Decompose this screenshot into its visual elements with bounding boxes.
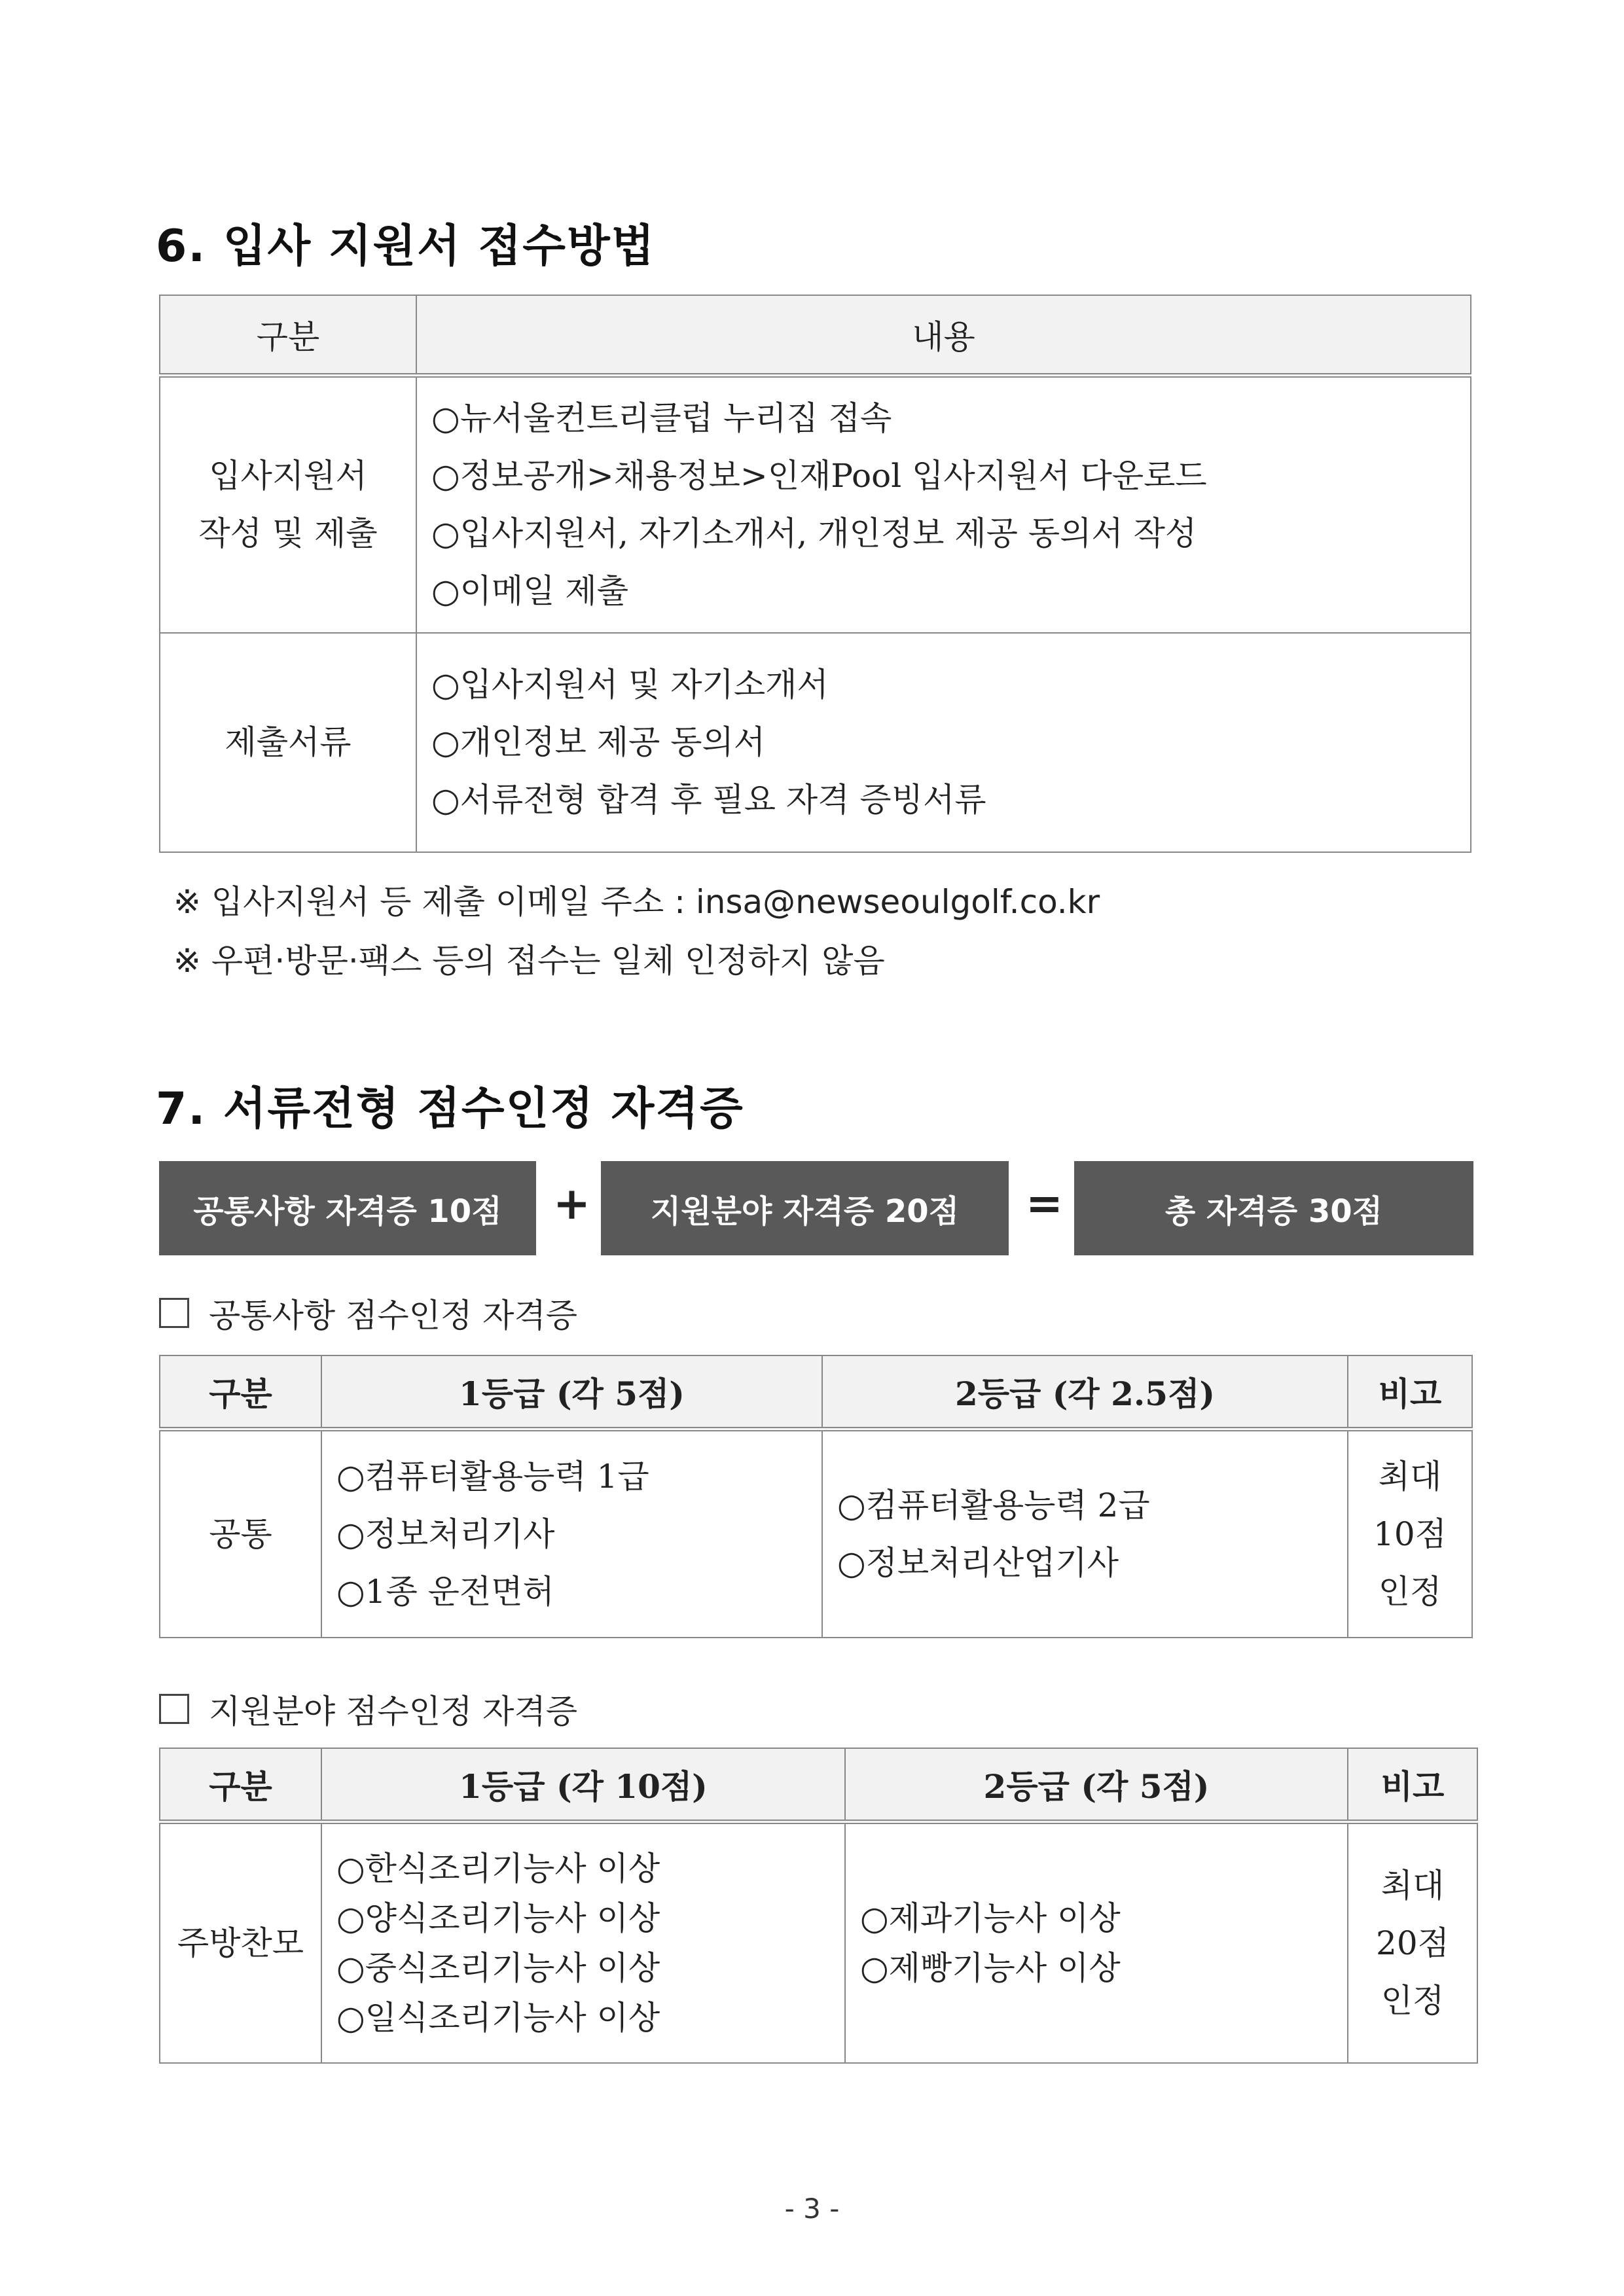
grade1-items	[321, 1822, 845, 2063]
header-grade1: 1등급 (각 5점)	[321, 1355, 822, 1429]
grade1-items	[321, 1429, 822, 1638]
common-cert-table	[159, 1355, 1473, 1638]
list-item: ○정보처리산업기사	[837, 1543, 1119, 1582]
list-item: ○제빵기능사 이상	[860, 1948, 1121, 1987]
header-content: 내용	[416, 295, 1471, 376]
grade2-items	[822, 1429, 1348, 1638]
header-grade1: 1등급 (각 10점)	[321, 1748, 845, 1822]
grade2-items	[845, 1822, 1348, 2063]
row-category: 제출서류	[160, 633, 416, 852]
header-grade2: 2등급 (각 2.5점)	[822, 1355, 1348, 1429]
field-cert-table	[159, 1748, 1478, 2064]
header-category: 구분	[160, 295, 416, 376]
row-items	[416, 633, 1471, 852]
list-item: ○정보처리기사	[336, 1515, 555, 1553]
list-item: ○1종 운전면허	[336, 1572, 554, 1611]
table-row	[160, 633, 1471, 852]
row-category: 주방찬모	[160, 1822, 321, 2063]
total-points-box: 총 자격증 30점	[1074, 1161, 1473, 1255]
note-email: ※ 입사지원서 등 제출 이메일 주소 : insa@newseoulgolf.co.kr	[173, 883, 1100, 921]
list-item: ○입사지원서, 자기소개서, 개인정보 제공 동의서 작성	[431, 514, 1197, 553]
row-category: 입사지원서 작성 및 제출	[160, 376, 416, 633]
page-number: - 3 -	[784, 2193, 840, 2225]
equals-sign: =	[1026, 1178, 1063, 1230]
list-item: ○양식조리기능사 이상	[336, 1899, 660, 1937]
list-item: ○제과기능사 이상	[860, 1899, 1121, 1937]
checkbox-icon	[159, 1694, 189, 1724]
row-category: 공통	[160, 1429, 321, 1638]
checkbox-icon	[159, 1298, 189, 1328]
list-item: ○중식조리기능사 이상	[336, 1948, 660, 1987]
list-item: ○서류전형 합격 후 필요 자격 증빙서류	[431, 781, 986, 819]
row-items	[416, 376, 1471, 633]
list-item: ○입사지원서 및 자기소개서	[431, 666, 829, 704]
list-item: ○컴퓨터활용능력 1급	[336, 1457, 649, 1496]
header-category: 구분	[160, 1355, 321, 1429]
section-6-title: 6. 입사 지원서 접수방법	[156, 221, 656, 272]
header-note: 비고	[1348, 1355, 1472, 1429]
table-row	[160, 1822, 1477, 2063]
list-item: ○개인정보 제공 동의서	[431, 723, 766, 761]
header-grade2: 2등급 (각 5점)	[845, 1748, 1348, 1822]
field-points-box: 지원분야 자격증 20점	[601, 1161, 1009, 1255]
list-item: ○정보공개>채용정보>인재Pool 입사지원서 다운로드	[431, 457, 1207, 495]
header-note: 비고	[1348, 1748, 1477, 1822]
table-row	[160, 376, 1471, 633]
header-category: 구분	[160, 1748, 321, 1822]
common-points-box: 공통사항 자격증 10점	[159, 1161, 536, 1255]
note-cell: 최대 20점 인정	[1348, 1822, 1477, 2063]
list-item: ○한식조리기능사 이상	[336, 1849, 660, 1888]
application-method-table	[159, 295, 1471, 853]
list-item: ○일식조리기능사 이상	[336, 1998, 660, 2037]
list-item: ○이메일 제출	[431, 572, 629, 611]
plus-sign: +	[553, 1178, 590, 1230]
list-item: ○컴퓨터활용능력 2급	[837, 1486, 1150, 1524]
list-item: ○뉴서울컨트리클럽 누리집 접속	[431, 399, 892, 438]
table-row	[160, 1429, 1472, 1638]
note-no-mail: ※ 우편·방문·팩스 등의 접수는 일체 인정하지 않음	[173, 942, 885, 980]
table-header-row	[160, 1748, 1477, 1822]
common-subtitle: 공통사항 점수인정 자격증	[159, 1289, 577, 1336]
note-cell: 최대 10점 인정	[1348, 1429, 1472, 1638]
table-header-row	[160, 295, 1471, 376]
section-7-title: 7. 서류전형 점수인정 자격증	[156, 1083, 744, 1135]
field-subtitle: 지원분야 점수인정 자격증	[159, 1685, 577, 1732]
table-header-row	[160, 1355, 1472, 1429]
